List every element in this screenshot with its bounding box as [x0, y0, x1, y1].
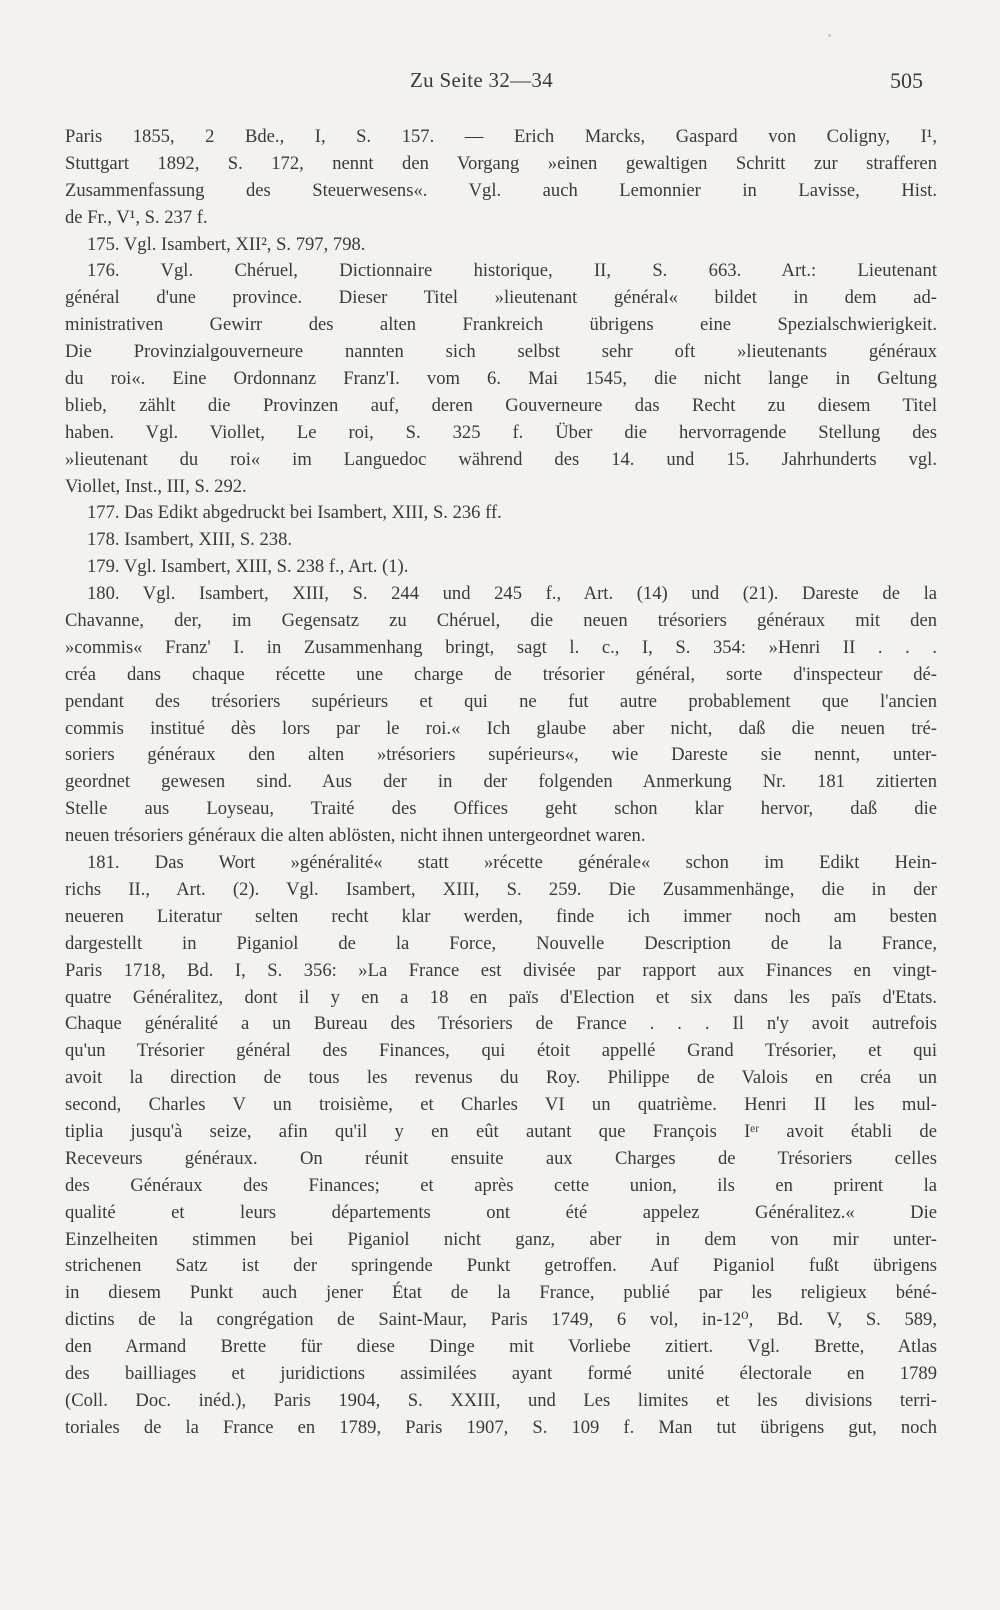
- text-line: neueren Literatur selten recht klar werden, finde ich immer noch am besten: [65, 905, 937, 927]
- text-line: du roi«. Eine Ordonnanz Franz'I. vom 6. Mai 1545, die nicht lange in Geltung: [65, 368, 937, 390]
- footnote-178: 178. Isambert, XIII, S. 238.: [87, 529, 293, 551]
- footnote-177: 177. Das Edikt abgedruckt bei Isambert, XIII, S. 236 ff.: [87, 502, 502, 524]
- text-line: Stelle aus Loyseau, Traité des Offices geht schon klar hervor, daß die: [65, 798, 937, 820]
- text-line: général d'une province. Dieser Titel »lieutenant général« bildet in dem ad-: [65, 287, 937, 309]
- text-line: Stuttgart 1892, S. 172, nennt den Vorgang »einen gewaltigen Schritt zur strafferen: [65, 152, 937, 174]
- text-line: soriers généraux den alten »trésoriers supérieurs«, wie Dareste sie nennt, unter-: [65, 744, 937, 766]
- text-line: tiplia jusqu'à seize, afin qu'il y en eût autant que François Iᵉʳ avoit établi de: [65, 1120, 937, 1142]
- text-line: Paris 1855, 2 Bde., I, S. 157. — Erich Marcks, Gaspard von Coligny, I¹,: [65, 126, 937, 147]
- text-line: de Fr., V¹, S. 237 f.: [65, 206, 208, 228]
- text-line: second, Charles V un troisième, et Charles VI un quatrième. Henri II les mul-: [65, 1094, 937, 1116]
- text-line: Chavanne, der, im Gegensatz zu Chéruel, die neuen trésoriers généraux mit den: [65, 610, 937, 632]
- text-line: quatre Généralitez, dont il y en a 18 en païs d'Election et six dans les païs d'Etats.: [65, 986, 937, 1008]
- text-line: qualité et leurs départements ont été appelez Généralitez.« Die: [65, 1201, 937, 1223]
- text-line: ministrativen Gewirr des alten Frankreich übrigens eine Spezialschwierigkeit.: [65, 314, 937, 336]
- text-line: haben. Vgl. Viollet, Le roi, S. 325 f. Über die hervorragende Stellung des: [65, 421, 937, 443]
- text-line: Die Provinzialgouverneure nannten sich selbst sehr oft »lieutenants généraux: [65, 341, 937, 363]
- text-line: richs II., Art. (2). Vgl. Isambert, XIII, S. 259. Die Zusammenhänge, die in der: [65, 878, 937, 900]
- text-line: avoit la direction de tous les revenus du Roy. Philippe de Valois en créa un: [65, 1067, 937, 1089]
- text-line: des Généraux des Finances; et après cette union, ils en prirent la: [65, 1174, 937, 1196]
- text-line: Chaque généralité a un Bureau des Trésoriers de France . . . Il n'y avoit autrefois: [65, 1013, 937, 1035]
- text-line: »commis« Franz' I. in Zusammenhang bringt, sagt l. c., I, S. 354: »Henri II . . .: [65, 636, 937, 658]
- running-head: Zu Seite 32—34: [410, 68, 554, 92]
- footnote-175: 175. Vgl. Isambert, XII², S. 797, 798.: [87, 233, 366, 255]
- text-line: créa dans chaque récette une charge de trésorier général, sorte d'inspecteur dé-: [65, 663, 937, 685]
- text-line: (Coll. Doc. inéd.), Paris 1904, S. XXIII, und Les limites et les divisions terri-: [65, 1389, 937, 1411]
- text-line: strichenen Satz ist der springende Punkt getroffen. Auf Piganiol fußt übrigens: [65, 1255, 937, 1277]
- text-line: dictins de la congrégation de Saint-Maur, Paris 1749, 6 vol, in-12⁰, Bd. V, S. 589,: [65, 1309, 937, 1331]
- text-line: Paris 1718, Bd. I, S. 356: »La France est divisée par rapport aux Finances en vingt-: [65, 959, 937, 981]
- text-line: des bailliages et juridictions assimilées ayant formé unité électorale en 1789: [65, 1362, 937, 1384]
- text-line: in diesem Punkt auch jener État de la France, publié par les religieux béné-: [65, 1282, 937, 1304]
- text-line: qu'un Trésorier général des Finances, qui étoit appellé Grand Trésorier, et qui: [65, 1040, 937, 1062]
- page-speck: [828, 34, 831, 37]
- text-line: neuen trésoriers généraux die alten ablösten, nicht ihnen untergeordnet waren.: [65, 825, 646, 847]
- footnotes-block: [65, 124, 937, 1442]
- footnote-176: 176. Vgl. Chéruel, Dictionnaire historique, II, S. 663. Art.: Lieutenant: [87, 260, 937, 282]
- page-number: 505: [890, 68, 923, 93]
- text-line: toriales de la France en 1789, Paris 1907, S. 109 f. Man tut übrigens gut, noch: [65, 1416, 937, 1438]
- text-line: geordnet gewesen sind. Aus der in der folgenden Anmerkung Nr. 181 zitierten: [65, 771, 937, 793]
- footnote-179: 179. Vgl. Isambert, XIII, S. 238 f., Art. (1).: [87, 556, 409, 578]
- text-line: den Armand Brette für diese Dinge mit Vorliebe zitiert. Vgl. Brette, Atlas: [65, 1336, 937, 1358]
- text-line: Zusammenfassung des Steuerwesens«. Vgl. auch Lemonnier in Lavisse, Hist.: [65, 179, 937, 201]
- text-line: pendant des trésoriers supérieurs et qui ne fut autre probablement que l'ancien: [65, 690, 937, 712]
- text-line: blieb, zählt die Provinzen auf, deren Gouverneure das Recht zu diesem Titel: [65, 394, 937, 416]
- text-line: commis institué dès lors par le roi.« Ich glaube aber nicht, daß die neuen tré-: [65, 717, 937, 739]
- text-line: Viollet, Inst., III, S. 292.: [65, 475, 247, 497]
- footnote-180: 180. Vgl. Isambert, XIII, S. 244 und 245 f., Art. (14) und (21). Dareste de la: [87, 583, 937, 605]
- text-line: »lieutenant du roi« im Languedoc während des 14. und 15. Jahrhunderts vgl.: [65, 448, 937, 470]
- text-line: dargestellt in Piganiol de la Force, Nouvelle Description de la France,: [65, 932, 937, 954]
- text-line: Receveurs généraux. On réunit ensuite aux Charges de Trésoriers celles: [65, 1147, 937, 1169]
- footnote-181: 181. Das Wort »généralité« statt »récette générale« schon im Edikt Hein-: [87, 852, 937, 874]
- text-line: Einzelheiten stimmen bei Piganiol nicht ganz, aber in dem von mir unter-: [65, 1228, 937, 1250]
